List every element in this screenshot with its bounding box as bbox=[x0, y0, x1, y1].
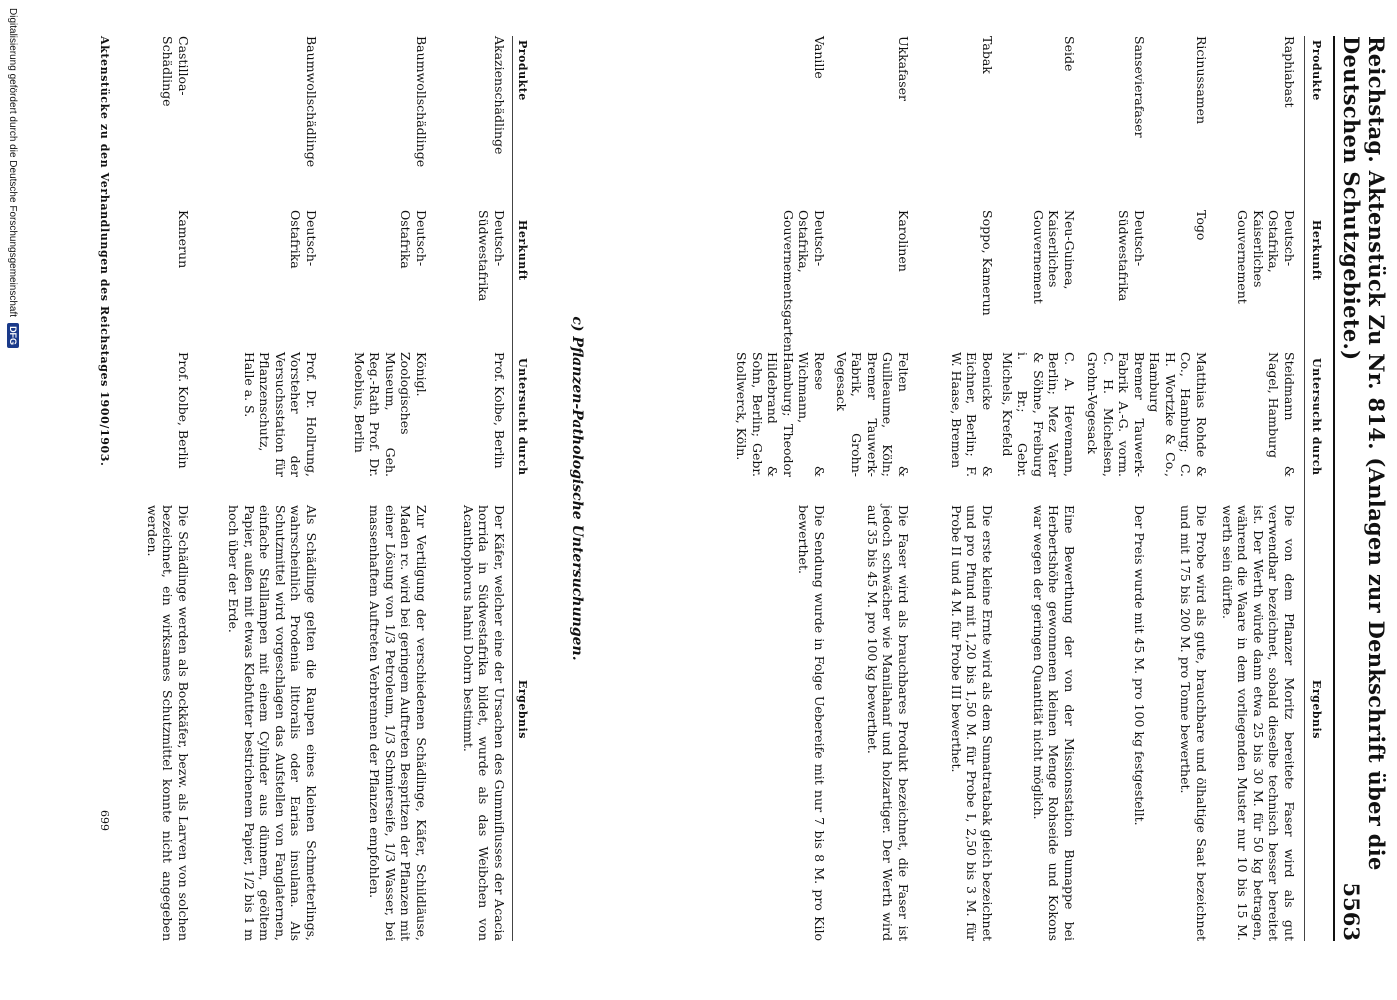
cell-untersucht: Boenicke & Eichner, Berlin; F. W. Haase, Bremen bbox=[948, 352, 995, 477]
cell-untersucht: Matthias Rohde & Co., Hamburg; C. H. Wortzke & Co., Hamburg bbox=[1147, 352, 1209, 477]
cell-herkunft: Deutsch-Südwestafrika bbox=[1116, 210, 1147, 302]
page-header bbox=[1333, 36, 1389, 941]
cell-herkunft: Kamerun bbox=[176, 210, 191, 269]
col-herkunft: Herkunft bbox=[516, 220, 529, 281]
cell-herkunft: Soppo, Kamerun bbox=[980, 210, 995, 316]
cell-ergebnis: Der Käfer, welcher eine der Ursachen des Gummiflusses der Acacia horrida in Südwestafrika bildet, wurde als das Weibchen von Acanthophorus hahni Dohrn bestimmt. bbox=[460, 505, 507, 941]
col-produkte: Produkte bbox=[1310, 40, 1323, 101]
cell-produkt: Vanille bbox=[812, 36, 827, 79]
cell-untersucht: Bremer Tauwerk-Fabrik A.-G. vorm. C. H. Michelsen, Grohn-Vegesack bbox=[1085, 352, 1147, 477]
cell-herkunft: Neu-Guinea, Kaiserliches Gouvernement bbox=[1030, 210, 1077, 304]
divider bbox=[512, 36, 513, 941]
cell-herkunft: Deutsch-Ostafrika bbox=[288, 210, 319, 269]
cell-ergebnis: Die erste kleine Ernte wird als dem Sumatratabak gleich bezeichnet und pro Pfund mit 1,20 bis 1,50 M. für Probe I, 2,50 bis 3 M. für Probe II und 4 M. für Probe III bewerthet. bbox=[948, 505, 995, 941]
digitization-note bbox=[7, 0, 19, 1000]
cell-herkunft: Deutsch-Ostafrika, Kaiserliches Gouvernement bbox=[1235, 210, 1297, 304]
cell-untersucht: Prof. Kolbe, Berlin bbox=[176, 352, 191, 469]
cell-produkt: Baumwollschädlinge bbox=[414, 36, 429, 168]
col-ergebnis: Ergebnis bbox=[516, 680, 529, 739]
cell-produkt: Raphiabast bbox=[1282, 36, 1297, 108]
cell-untersucht: Steidmann & Nagel, Hamburg bbox=[1266, 352, 1297, 477]
divider bbox=[1304, 36, 1305, 941]
cell-ergebnis: Als Schädlinge gelten die Raupen eines kleinen Schmetterlings, wahrscheinlich Prodenia littoralis oder Earias insulana. Als Schutzmittel wird vorgeschlagen das Aufstellen von Fanglaternen, einfache Stalllampen mit einem Cylinder aus dünnem, geöltem Papier, außen mit etwas Klebfutter bestrichenem Papier, 1/2 bis 1 m hoch über der Erde. bbox=[226, 505, 319, 941]
cell-produkt: Ricinussamen bbox=[1194, 36, 1209, 125]
cell-produkt: Ukkafaser bbox=[896, 36, 911, 102]
cell-untersucht: Felten & Guilleaume, Köln; Bremer Tauwerk-Fabrik, Grohn-Vegesack bbox=[833, 352, 911, 477]
cell-produkt: Tabak bbox=[980, 36, 995, 74]
cell-ergebnis: Der Preis wurde mit 45 M. pro 100 kg festgestellt. bbox=[1132, 505, 1147, 826]
cell-ergebnis: Eine Bewerthung der von der Missionsstation Bumappe bei Herbertshöhe gewonnenen kleinen Menge Rohseide und Kokons war wegen der geringen Quantität nicht möglich. bbox=[1030, 505, 1077, 941]
cell-herkunft: Deutsch-Ostafrika, Gouvernementsgarten bbox=[780, 210, 827, 353]
cell-herkunft: Deutsch-Südwestafrika bbox=[476, 210, 507, 302]
cell-herkunft: Deutsch-Ostafrika bbox=[398, 210, 429, 269]
col-untersucht: Untersucht durch bbox=[1310, 358, 1323, 476]
col-untersucht: Untersucht durch bbox=[516, 358, 529, 476]
col-ergebnis: Ergebnis bbox=[1310, 680, 1323, 739]
footer-page-number: 699 bbox=[98, 810, 111, 831]
header-title: Reichstag. Aktenstück Zu Nr. 814. (Anlagen zur Denkschrift über die Deutschen Schutzgebiete.) bbox=[1339, 36, 1389, 871]
cell-produkt: Sansevierafaser bbox=[1132, 36, 1147, 138]
cell-ergebnis: Die Schädlinge werden als Bockkäfer, bezw. als Larven von solchen bezeichnet, ein wirksames Schutzmittel konnte nicht angegeben werden. bbox=[144, 505, 191, 941]
cell-herkunft: Karolinen bbox=[896, 210, 911, 272]
cell-untersucht: C. A. Hevemann, Berlin; Mez Vater & Söhne, Freiburg i. Br.; Gebr. Michels, Krefeld bbox=[999, 352, 1077, 477]
cell-produkt: Seide bbox=[1062, 36, 1077, 72]
cell-ergebnis: Die Faser wird als brauchbares Produkt bezeichnet, die Faser ist jedoch schwächer wie Manilahanf und holzartiger. Der Werth wird auf 35 bis 45 M. pro 100 kg bewerthet. bbox=[864, 505, 911, 941]
cell-untersucht: Reese & Wichmann, Hamburg; Theodor Hildebrand & Sohn, Berlin; Gebr. Stollwerck, Köln. bbox=[734, 352, 827, 477]
cell-produkt: Baumwollschädlinge bbox=[304, 36, 319, 168]
cell-untersucht: Prof. Kolbe, Berlin bbox=[492, 352, 507, 469]
cell-ergebnis: Die Sendung wurde in Folge Uebereife mit nur 7 bis 8 M. pro Kilo bewerthet. bbox=[796, 505, 827, 941]
cell-untersucht: Königl. Zoologisches Museum, Geh. Reg.-Rath Prof. Dr. Moebius, Berlin bbox=[351, 352, 429, 477]
cell-herkunft: Togo bbox=[1194, 210, 1209, 241]
dfg-logo-icon: DFG bbox=[7, 323, 19, 348]
cell-produkt: Akazienschädlinge bbox=[492, 36, 507, 155]
digitization-text: Digitalisierung gefördert durch die Deutsche Forschungsgemeinschaft bbox=[7, 8, 19, 318]
section-title: c) Pflanzen-Pathologische Untersuchungen. bbox=[569, 316, 585, 661]
col-produkte: Produkte bbox=[516, 40, 529, 101]
footer-source: Aktenstücke zu den Verhandlungen des Reichstages 1900/1903. bbox=[98, 36, 111, 467]
col-herkunft: Herkunft bbox=[1310, 220, 1323, 281]
cell-ergebnis: Die Probe wird als gute, brauchbare und ölhaltige Saat bezeichnet und mit 175 bis 200 M. pro Tonne bewerthet. bbox=[1178, 505, 1209, 941]
cell-untersucht: Prof. Dr. Hollrung, Vorsteher der Versuchsstation für Pflanzenschutz, Halle a. S. bbox=[241, 352, 319, 477]
cell-ergebnis: Zur Vertilgung der verschiedenen Schädlinge, Käfer, Schildläuse, Maden rc. wird bei geringem Auftreten Bespritzen der Pflanzen mit einer Lösung von 1/3 Petroleum, 1/3 Schmierseife, 1/3 Wasser, bei massenhaftem Auftreten Verbrennen der Pflanzen empfohlen. bbox=[367, 505, 429, 941]
page-number: 5563 bbox=[1339, 882, 1364, 941]
cell-ergebnis: Die von dem Pflanzer Moritz bereitete Faser wird als gut verwendbar bezeichnet, sobald dieselbe technisch besser bereitet ist. Der Werth würde dann etwa 25 bis 30 M. für 50 kg betragen, während die Waare in dem vorliegenden Muster nur 10 bis 15 M. werth sein dürfte. bbox=[1219, 505, 1297, 941]
cell-produkt: Castilloa-Schädlinge bbox=[160, 36, 191, 107]
